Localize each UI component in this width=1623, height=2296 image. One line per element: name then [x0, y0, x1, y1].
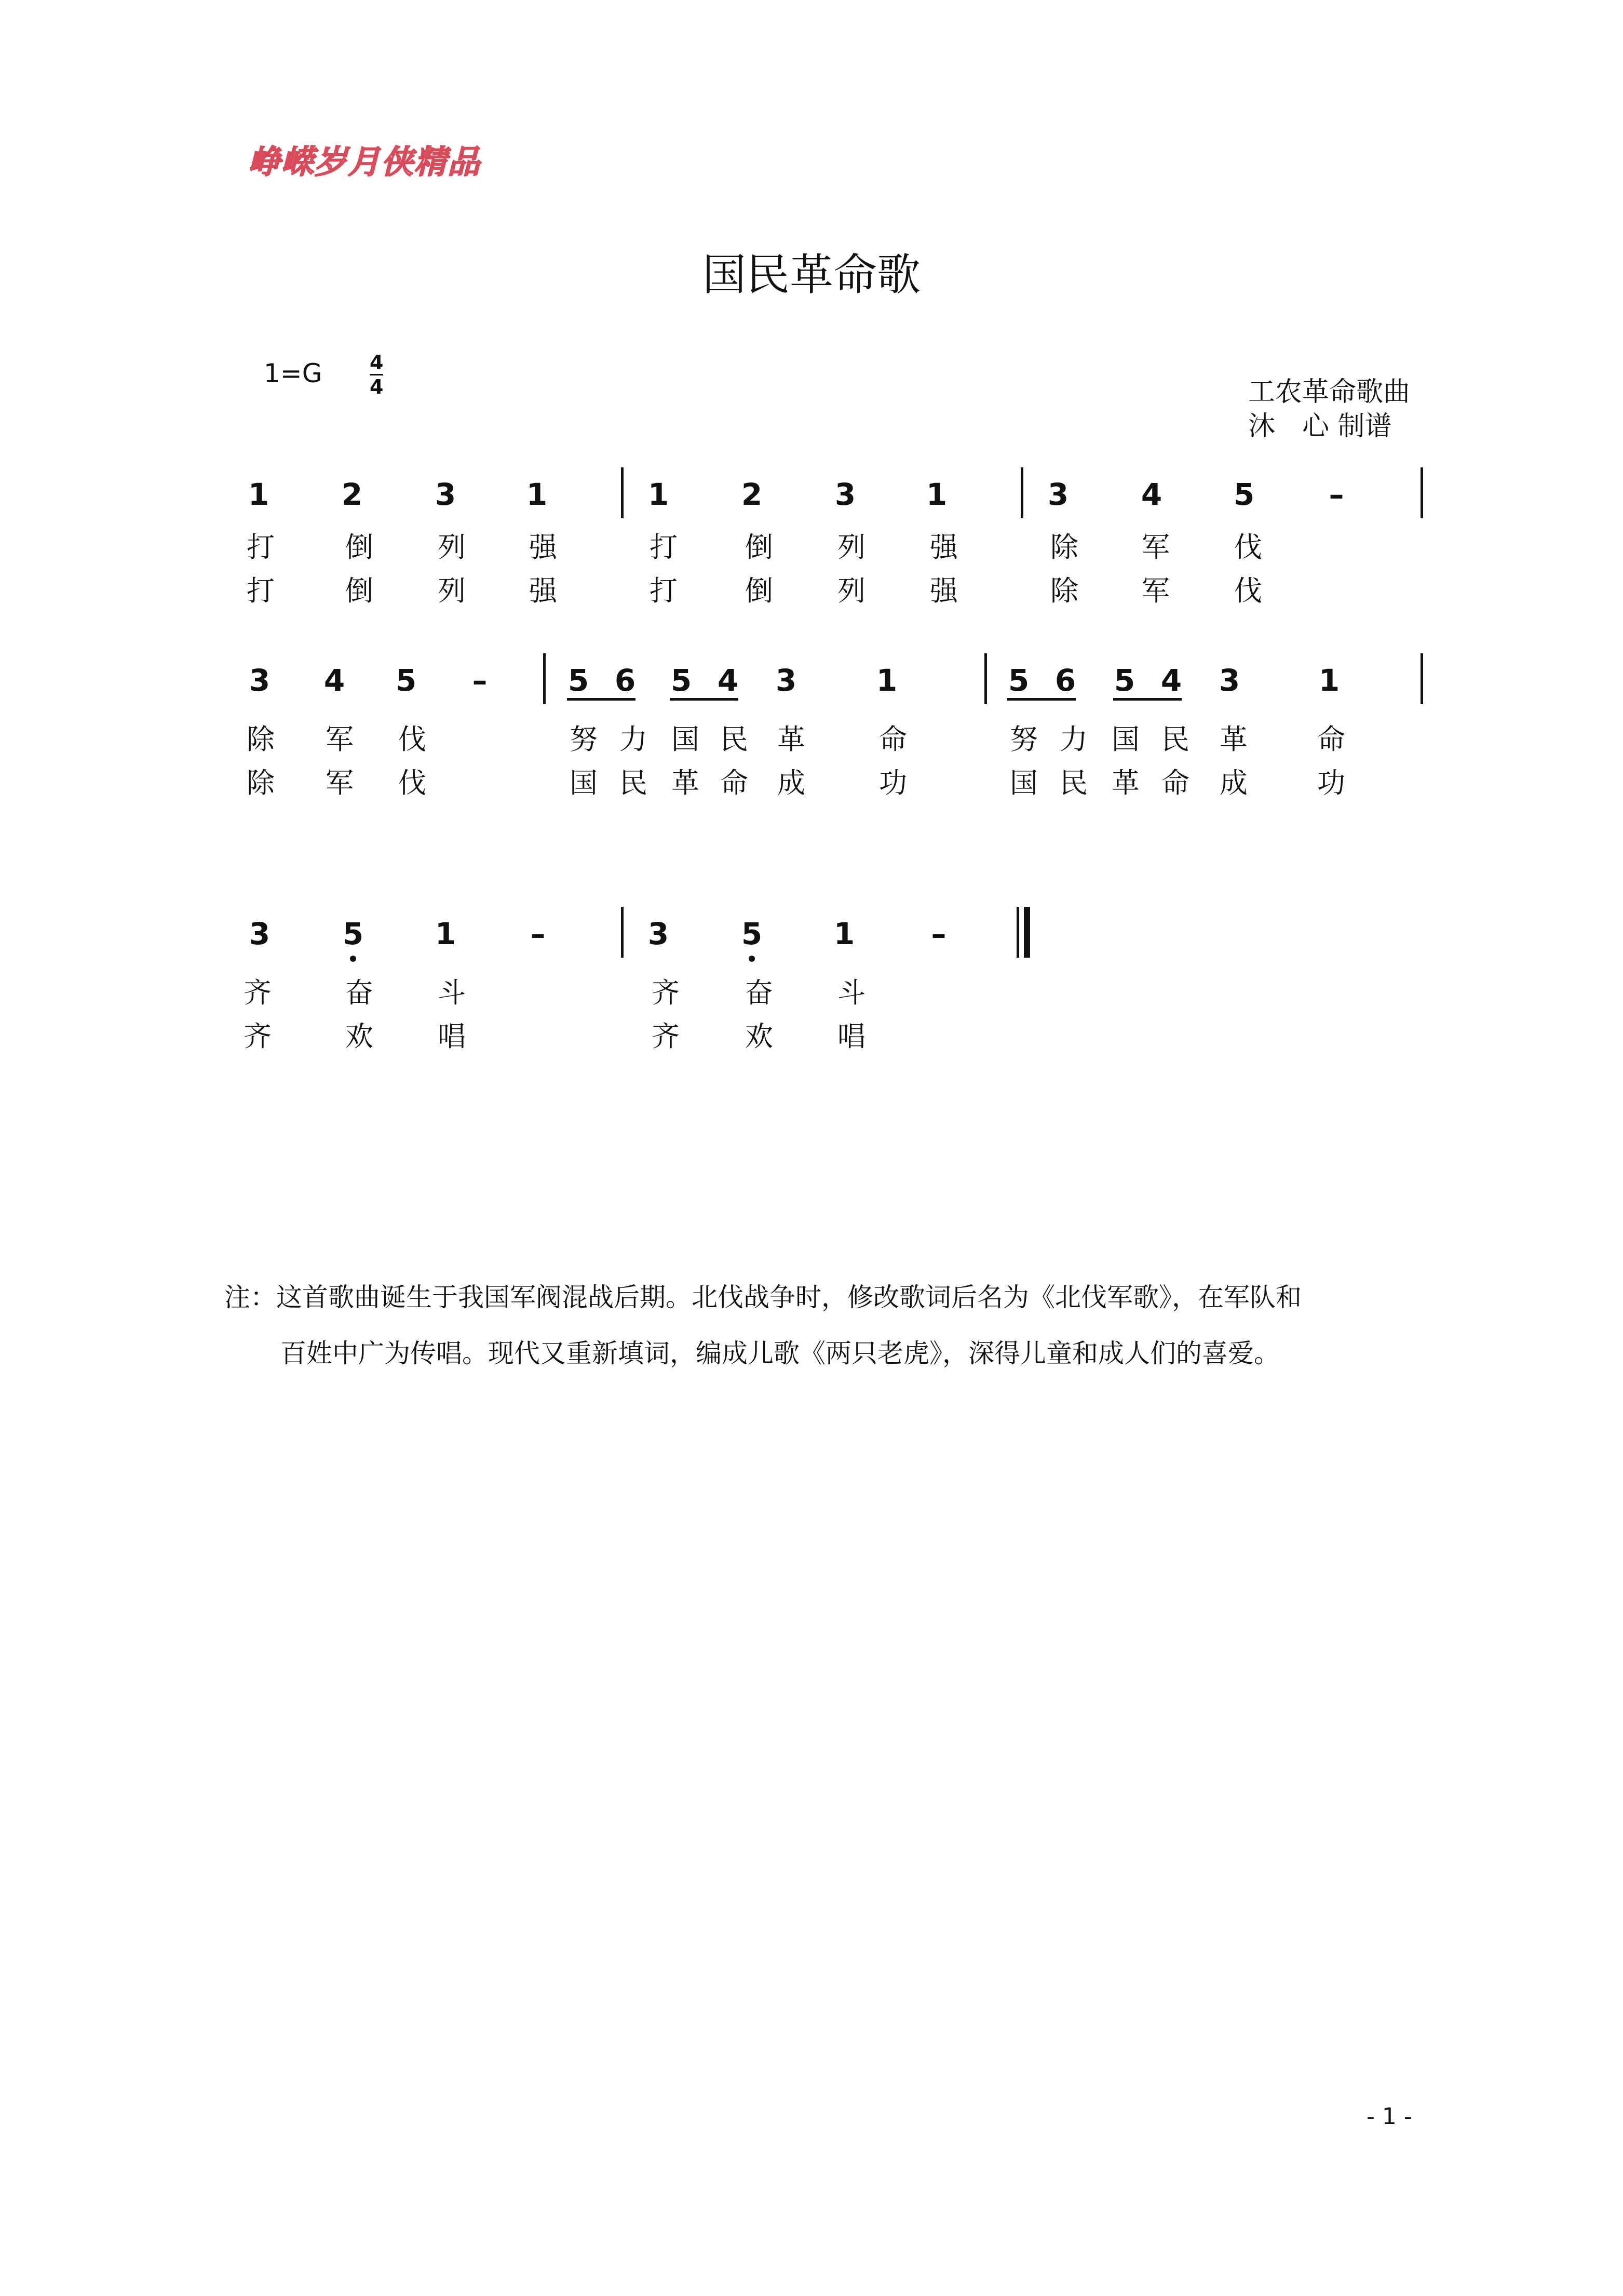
note: 4 — [1160, 663, 1182, 698]
barline — [621, 907, 624, 958]
dash: – — [931, 916, 946, 951]
note: 2 — [341, 477, 363, 512]
lyric: 除 — [247, 723, 275, 756]
lyric: 列 — [837, 574, 865, 607]
arranger-credit: 沐 心 制谱 — [1248, 411, 1392, 442]
barline — [984, 653, 987, 704]
system-1 — [247, 467, 1423, 607]
note: 3 — [1219, 663, 1240, 698]
lyric: 命 — [720, 767, 748, 799]
lyric: 倒 — [745, 531, 773, 563]
watermark: 峥嵘岁月侠精品 — [248, 143, 481, 181]
key-signature: 1=G — [264, 358, 322, 388]
lyric: 力 — [1060, 723, 1088, 756]
note: 5 — [1114, 663, 1135, 698]
lyric: 列 — [438, 574, 466, 607]
note: 3 — [775, 663, 797, 698]
lyric: 奋 — [345, 976, 373, 1009]
lyric: 国 — [570, 767, 598, 799]
note: 5 — [395, 663, 417, 698]
note-line-2: 百姓中广为传唱。现代又重新填词，编成儿歌《两只老虎》，深得儿童和成人们的喜爱。 — [280, 1338, 1280, 1368]
lyric: 国 — [671, 723, 699, 756]
note: 3 — [1047, 477, 1069, 512]
lyric: 齐 — [244, 976, 272, 1009]
lyric: 功 — [1317, 767, 1345, 799]
note: 1 — [1318, 663, 1340, 698]
note: 3 — [834, 477, 856, 512]
lyric: 民 — [619, 767, 647, 799]
beam — [1113, 698, 1182, 701]
lyric: 斗 — [438, 976, 466, 1009]
lyric: 除 — [1050, 531, 1078, 563]
lyric: 列 — [438, 531, 466, 563]
note: 5 — [670, 663, 692, 698]
lyric: 列 — [837, 531, 865, 563]
song-title: 国民革命歌 — [702, 249, 921, 300]
time-signature-top: 4 — [370, 351, 384, 374]
note: 5 — [1233, 477, 1255, 512]
note: 1 — [435, 916, 456, 951]
dash: – — [1329, 477, 1344, 512]
beam — [1007, 698, 1076, 701]
note: 1 — [647, 477, 669, 512]
note: 1 — [876, 663, 898, 698]
lyric: 功 — [879, 767, 907, 799]
lyric: 命 — [1161, 767, 1189, 799]
lyric: 成 — [1220, 767, 1248, 799]
lyric: 革 — [1112, 767, 1140, 799]
lyric: 倒 — [745, 574, 773, 607]
lyric: 伐 — [398, 723, 426, 756]
note: 1 — [248, 477, 269, 512]
note: 5 — [342, 916, 364, 951]
lyric: 除 — [247, 767, 275, 799]
lyric: 强 — [930, 531, 958, 563]
lyric: 命 — [1317, 723, 1345, 756]
lyric: 奋 — [745, 976, 773, 1009]
lyric: 民 — [720, 723, 748, 756]
system-3 — [244, 907, 1030, 1053]
note: 3 — [249, 663, 270, 698]
note: 6 — [614, 663, 636, 698]
lyric: 努 — [570, 723, 598, 756]
lyric: 强 — [529, 531, 557, 563]
lyric: 打 — [247, 574, 275, 607]
barline — [1421, 653, 1423, 704]
lyric: 国 — [1010, 767, 1038, 799]
lyric: 伐 — [398, 767, 426, 799]
final-barline-thick — [1024, 907, 1030, 958]
beam — [567, 698, 635, 701]
lyric: 努 — [1010, 723, 1038, 756]
lyric: 革 — [1220, 723, 1248, 756]
dash: – — [472, 663, 488, 698]
barline — [1021, 467, 1023, 518]
note: 6 — [1054, 663, 1076, 698]
note: 4 — [1141, 477, 1162, 512]
page-number: - 1 - — [1367, 2103, 1412, 2130]
final-barline-thin — [1017, 907, 1019, 958]
lyric: 军 — [326, 767, 354, 799]
lyric: 齐 — [244, 1020, 272, 1053]
lyric: 民 — [1060, 767, 1088, 799]
lyric: 伐 — [1234, 574, 1262, 607]
note: 3 — [647, 916, 669, 951]
barline — [1421, 467, 1423, 518]
lyric: 革 — [777, 723, 805, 756]
note-line-1: 注：这首歌曲诞生于我国军阀混战后期。北伐战争时，修改歌词后名为《北伐军歌》，在军队和 — [224, 1282, 1302, 1312]
lyric: 军 — [326, 723, 354, 756]
note: 3 — [249, 916, 270, 951]
lyric: 强 — [529, 574, 557, 607]
lyric: 打 — [650, 531, 678, 563]
lyric: 国 — [1112, 723, 1140, 756]
note: 1 — [926, 477, 948, 512]
lyric: 倒 — [345, 574, 373, 607]
lyric: 倒 — [345, 531, 373, 563]
lyric: 齐 — [652, 976, 680, 1009]
octave-dot-below — [350, 956, 356, 962]
note: 5 — [567, 663, 589, 698]
lyric: 强 — [930, 574, 958, 607]
lyric: 斗 — [837, 976, 865, 1009]
lyric: 伐 — [1234, 531, 1262, 563]
lyric: 除 — [1050, 574, 1078, 607]
lyric: 力 — [619, 723, 647, 756]
lyric: 唱 — [438, 1020, 466, 1053]
note: 5 — [1008, 663, 1030, 698]
note: 4 — [323, 663, 345, 698]
lyric: 打 — [650, 574, 678, 607]
lyric: 成 — [777, 767, 805, 799]
note: 2 — [741, 477, 763, 512]
barline — [621, 467, 624, 518]
note: 1 — [526, 477, 548, 512]
lyric: 齐 — [652, 1020, 680, 1053]
lyric: 革 — [671, 767, 699, 799]
lyric: 命 — [879, 723, 907, 756]
octave-dot-below — [749, 956, 755, 962]
lyric: 打 — [247, 531, 275, 563]
lyric: 民 — [1161, 723, 1189, 756]
lyric: 欢 — [345, 1020, 373, 1053]
note: 5 — [741, 916, 763, 951]
composer-credit: 工农革命歌曲 — [1248, 377, 1411, 408]
note: 1 — [833, 916, 855, 951]
lyric: 欢 — [745, 1020, 773, 1053]
barline — [543, 653, 546, 704]
lyric: 军 — [1142, 574, 1170, 607]
lyric: 军 — [1142, 531, 1170, 563]
lyric: 唱 — [837, 1020, 865, 1053]
time-signature-bottom: 4 — [370, 375, 384, 398]
system-2 — [247, 653, 1423, 799]
dash: – — [530, 916, 546, 951]
note: 4 — [717, 663, 739, 698]
note: 3 — [435, 477, 456, 512]
beam — [670, 698, 738, 701]
